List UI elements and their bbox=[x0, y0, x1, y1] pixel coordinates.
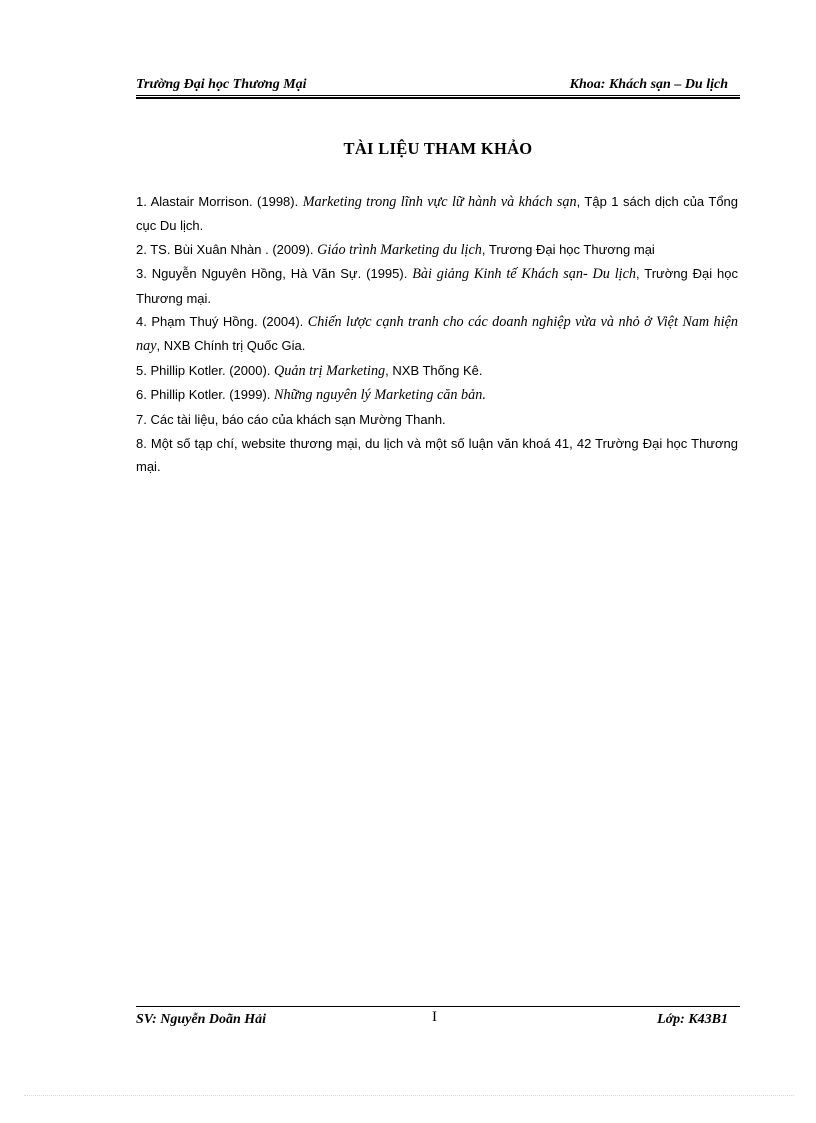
footer-rule bbox=[136, 1006, 740, 1007]
page-edge-dots bbox=[24, 1095, 794, 1096]
reference-item: 2. TS. Bùi Xuân Nhàn . (2009). Giáo trình Marketing du lịch, Trương Đại học Thương mại bbox=[136, 241, 655, 258]
reference-item: 7. Các tài liệu, báo cáo của khách sạn Mường Thanh. bbox=[136, 411, 446, 427]
reference-item: 4. Phạm Thuý Hồng. (2004). Chiến lược cạnh tranh cho các doanh nghiệp vừa và nhỏ ở Việt Nam hiện nay, NXB Chính trị Quốc Gia. bbox=[136, 314, 738, 355]
page-number: I bbox=[432, 1009, 437, 1025]
page-header bbox=[136, 77, 740, 97]
reference-item: 6. Phillip Kotler. (1999). Những nguyên lý Marketing căn bản. bbox=[136, 387, 486, 404]
reference-list bbox=[136, 190, 738, 480]
header-school: Trường Đại học Thương Mại bbox=[136, 77, 307, 92]
reference-item: 5. Phillip Kotler. (2000). Quản trị Marketing, NXB Thống Kê. bbox=[136, 362, 483, 379]
reference-item: 8. Một số tạp chí, website thương mại, du lịch và một số luận văn khoá 41, 42 Trường Đại học Thương mại. bbox=[136, 436, 738, 475]
footer-class: Lớp: K43B1 bbox=[657, 1012, 728, 1027]
header-faculty: Khoa: Khách sạn – Du lịch bbox=[569, 77, 728, 92]
footer-student: SV: Nguyễn Doãn Hải bbox=[136, 1012, 267, 1027]
header-rule-thick bbox=[136, 97, 740, 99]
page-title: TÀI LIỆU THAM KHẢO bbox=[343, 139, 533, 158]
page-footer bbox=[136, 1011, 740, 1033]
header-rule-thin bbox=[136, 95, 740, 96]
reference-item: 1. Alastair Morrison. (1998). Marketing trong lĩnh vực lữ hành và khách sạn, Tập 1 sách dịch của Tổng cục Du lịch. bbox=[136, 194, 739, 234]
reference-item: 3. Nguyễn Nguyên Hồng, Hà Văn Sự. (1995). Bài giảng Kinh tế Khách sạn- Du lịch, Trường Đại học Thương mại. bbox=[136, 266, 738, 306]
